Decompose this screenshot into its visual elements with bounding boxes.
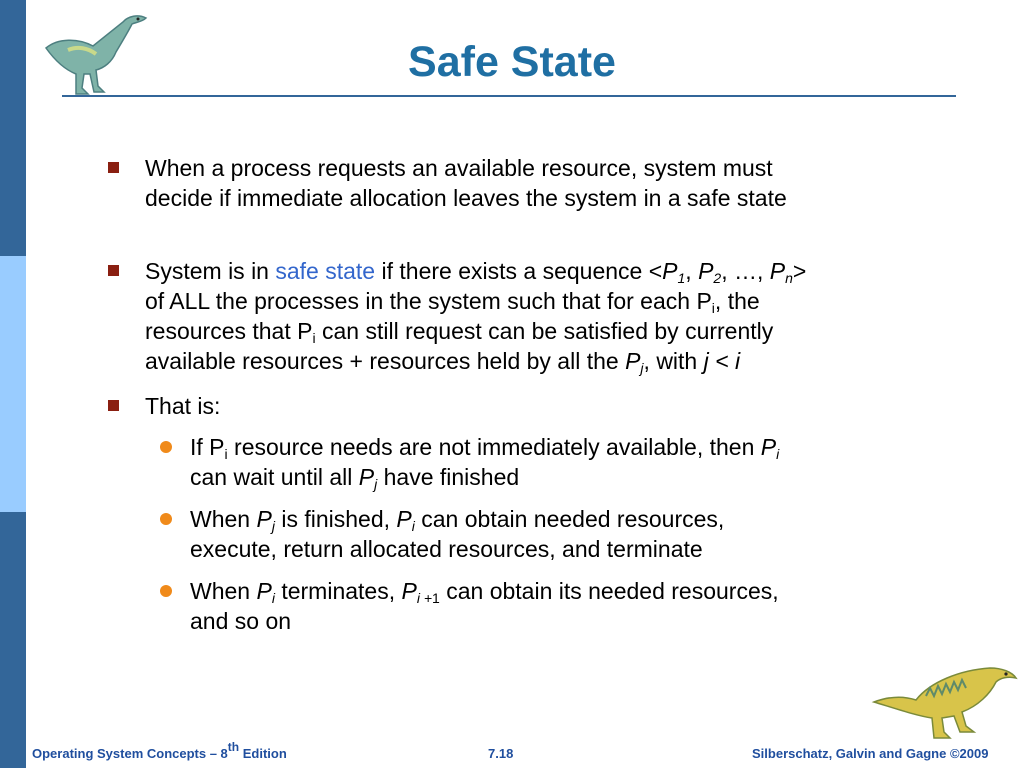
square-bullet-icon xyxy=(108,265,119,276)
text: When xyxy=(190,506,257,532)
text: , the xyxy=(714,288,760,314)
dinosaur-bottom-icon xyxy=(870,660,1020,740)
p: P xyxy=(662,258,678,284)
sub-bullet-3-line-1 xyxy=(190,576,890,606)
text: Operating System Concepts – 8 xyxy=(32,746,228,761)
p: P xyxy=(698,258,714,284)
footer-page-number: 7.18 xyxy=(488,746,514,761)
sub: j xyxy=(374,476,378,492)
text: , …, xyxy=(721,258,770,284)
sub: i xyxy=(271,590,275,606)
p: P xyxy=(256,578,272,604)
p: P xyxy=(401,578,417,604)
text: When xyxy=(190,578,257,604)
sub-bullet-1-line-1 xyxy=(190,432,890,462)
text: , with xyxy=(643,348,704,374)
sub-bullet-3-line-2: and so on xyxy=(190,608,292,634)
bullet-1-line-1: When a process requests an available resource, system must xyxy=(145,155,773,181)
sub: i + xyxy=(416,590,433,606)
footer-copyright: Silberschatz, Galvin and Gagne ©2009 xyxy=(752,746,989,761)
safe-state-term: safe state xyxy=(275,258,376,284)
square-bullet-icon xyxy=(108,400,119,411)
sub: i xyxy=(312,330,316,346)
p: P xyxy=(396,506,412,532)
sub: 1 xyxy=(677,270,686,286)
dot-bullet-icon xyxy=(160,441,172,453)
text: have finished xyxy=(377,464,520,490)
text: System is in xyxy=(145,258,276,284)
text: can obtain needed resources, xyxy=(414,506,725,532)
footer-book-title xyxy=(32,740,287,761)
sub-bullet-2-line-1 xyxy=(190,504,890,534)
bullet-1 xyxy=(145,153,885,213)
bullet-2-line-4 xyxy=(145,346,885,376)
bullet-2-line-3 xyxy=(145,316,885,346)
p: P xyxy=(769,258,786,284)
text: can obtain its needed resources, xyxy=(439,578,779,604)
p: P xyxy=(625,348,641,374)
dot-bullet-icon xyxy=(160,513,172,525)
text: can wait until all xyxy=(190,464,359,490)
sub-bullet-2-line-2: execute, return allocated resources, and terminate xyxy=(190,536,703,562)
text: terminates, xyxy=(274,578,402,604)
bullet-3: That is: xyxy=(145,393,221,419)
sub: 2 xyxy=(713,270,722,286)
side-bar-middle xyxy=(0,256,26,512)
square-bullet-icon xyxy=(108,162,119,173)
sub: i xyxy=(224,446,228,462)
sub-bullet-3 xyxy=(190,576,890,636)
text: > xyxy=(792,258,807,284)
text: 1 xyxy=(432,590,440,606)
sub-bullet-1-line-2 xyxy=(190,462,890,492)
text: available resources + resources held by all the xyxy=(145,348,626,374)
p: P xyxy=(760,434,777,460)
text: Edition xyxy=(239,746,287,761)
sub: j xyxy=(271,518,275,534)
sub-bullet-2 xyxy=(190,504,890,564)
side-bar-bottom xyxy=(0,512,26,768)
bullet-1-line-2: decide if immediate allocation leaves the system in a safe state xyxy=(145,185,787,211)
sub: j xyxy=(640,360,644,376)
text: resource needs are not immediately available, then xyxy=(227,434,761,460)
text: is finished, xyxy=(274,506,397,532)
title-divider xyxy=(62,95,956,97)
sub: i xyxy=(711,300,715,316)
text: of ALL the processes in the system such that for each P xyxy=(145,288,712,314)
p: P xyxy=(358,464,375,490)
sub: i xyxy=(776,446,780,462)
sup: th xyxy=(227,740,240,754)
text: can still request can be satisfied by currently xyxy=(315,318,774,344)
dot-bullet-icon xyxy=(160,585,172,597)
p: P xyxy=(256,506,272,532)
slide-title: Safe State xyxy=(408,38,616,86)
sub: n xyxy=(785,270,793,286)
sub: i xyxy=(411,518,415,534)
bullet-2-line-2 xyxy=(145,286,885,316)
bullet-2-line-1 xyxy=(145,256,885,286)
text: if there exists a sequence < xyxy=(375,258,663,284)
text: If P xyxy=(190,434,225,460)
text: , xyxy=(685,258,699,284)
bullet-2 xyxy=(145,256,885,376)
j-less-than-i: j < i xyxy=(703,348,741,374)
sub-bullet-1 xyxy=(190,432,890,492)
text: resources that P xyxy=(145,318,313,344)
